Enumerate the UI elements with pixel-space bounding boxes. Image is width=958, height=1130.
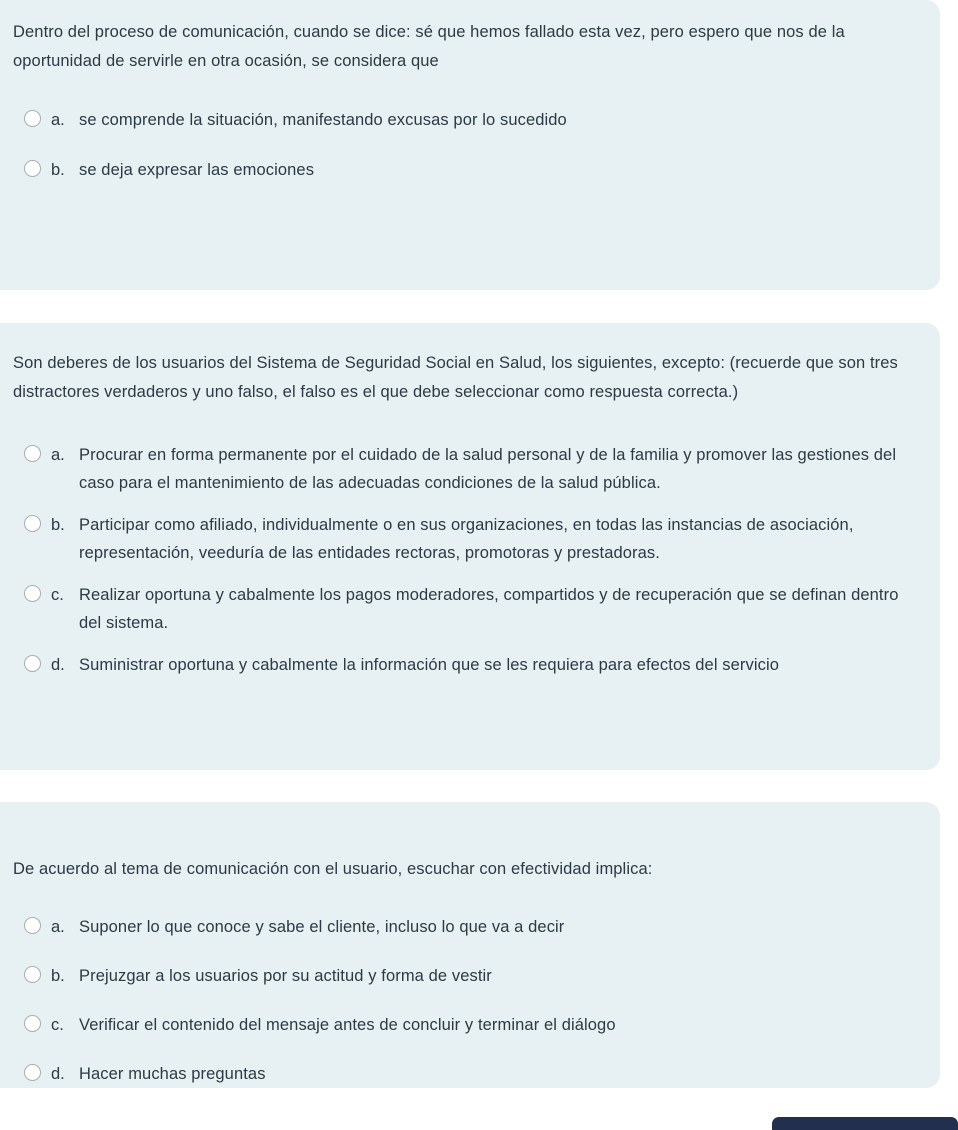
- question-text: De acuerdo al tema de comunicación con el usuario, escuchar con efectividad implica:: [13, 860, 653, 878]
- option-letter: b.: [51, 516, 65, 534]
- option-row[interactable]: [13, 651, 926, 679]
- options-list: [13, 106, 926, 184]
- option-label: Procurar en forma permanente por el cuidado de la salud personal y de la familia y promover las gestiones del caso para el mantenimiento de las adecuadas condiciones de la salud pública.: [79, 446, 897, 492]
- submit-button[interactable]: [772, 1117, 958, 1130]
- option-label: Realizar oportuna y cabalmente los pagos moderadores, compartidos y de recuperación que se definan dentro del sistema.: [79, 586, 899, 632]
- radio-button-icon[interactable]: [24, 917, 41, 934]
- option-label: se comprende la situación, manifestando excusas por lo sucedido: [79, 111, 567, 129]
- radio-button-icon[interactable]: [24, 445, 41, 462]
- radio-button-icon[interactable]: [24, 585, 41, 602]
- option-row[interactable]: [13, 962, 926, 990]
- option-letter: a.: [51, 918, 65, 936]
- option-letter: a.: [51, 111, 65, 129]
- option-letter: b.: [51, 161, 65, 179]
- option-label: Prejuzgar a los usuarios por su actitud y forma de vestir: [79, 967, 492, 985]
- question-text: Dentro del proceso de comunicación, cuando se dice: sé que hemos fallado esta vez, pero espero que nos de la oportunidad de servirle en otra ocasión, se considera que: [13, 23, 845, 70]
- question-text: Son deberes de los usuarios del Sistema de Seguridad Social en Salud, los siguientes, excepto: (recuerde que son tres distractores verdaderos y uno falso, el falso es el que debe seleccionar como respuesta correcta.): [13, 354, 898, 401]
- radio-button-icon[interactable]: [24, 1064, 41, 1081]
- option-row[interactable]: [13, 1011, 926, 1039]
- option-label: Verificar el contenido del mensaje antes de concluir y terminar el diálogo: [79, 1016, 616, 1034]
- option-row[interactable]: [13, 1060, 926, 1088]
- footer-area: [0, 1088, 958, 1130]
- radio-button-icon[interactable]: [24, 160, 41, 177]
- option-label: Suponer lo que conoce y sabe el cliente, incluso lo que va a decir: [79, 918, 565, 936]
- question-card-2: [0, 323, 940, 770]
- radio-button-icon[interactable]: [24, 1015, 41, 1032]
- options-list: [13, 913, 926, 1088]
- option-label: se deja expresar las emociones: [79, 161, 315, 179]
- option-label: Hacer muchas preguntas: [79, 1065, 266, 1083]
- option-row[interactable]: [13, 511, 926, 567]
- option-row[interactable]: [13, 106, 926, 134]
- option-letter: c.: [51, 1016, 64, 1034]
- options-list: [13, 441, 926, 679]
- option-label: Participar como afiliado, individualmente o en sus organizaciones, en todas las instancias de asociación, representación, veeduría de las entidades rectoras, promotoras y prestadoras.: [79, 516, 854, 562]
- option-row[interactable]: [13, 913, 926, 941]
- option-row[interactable]: [13, 441, 926, 497]
- option-letter: a.: [51, 446, 65, 464]
- option-letter: d.: [51, 1065, 65, 1083]
- option-letter: c.: [51, 586, 64, 604]
- option-letter: b.: [51, 967, 65, 985]
- option-row[interactable]: [13, 581, 926, 637]
- option-letter: d.: [51, 656, 65, 674]
- option-row[interactable]: [13, 156, 926, 184]
- radio-button-icon[interactable]: [24, 655, 41, 672]
- radio-button-icon[interactable]: [24, 966, 41, 983]
- question-card-3: [0, 802, 940, 1088]
- question-card-1: [0, 0, 940, 290]
- radio-button-icon[interactable]: [24, 515, 41, 532]
- option-label: Suministrar oportuna y cabalmente la información que se les requiera para efectos del servicio: [79, 656, 780, 674]
- radio-button-icon[interactable]: [24, 110, 41, 127]
